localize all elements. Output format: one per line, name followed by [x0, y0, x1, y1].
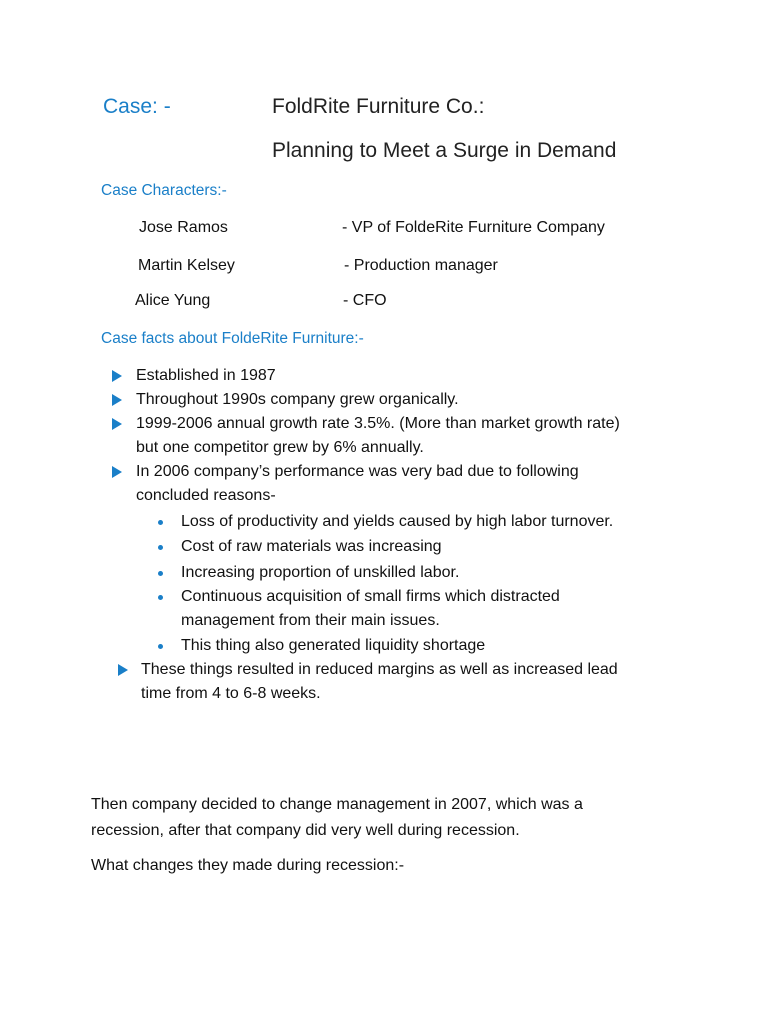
- character-name: Martin Kelsey: [138, 257, 235, 274]
- body-paragraph-line: Then company decided to change management in 2007, which was a: [91, 796, 583, 813]
- character-role: - VP of FoldeRite Furniture Company: [342, 219, 605, 236]
- arrow-bullet-icon: [112, 394, 122, 406]
- reason-text: Cost of raw materials was increasing: [181, 538, 442, 555]
- case-label: Case: -: [103, 95, 171, 118]
- fact-text: 1999-2006 annual growth rate 3.5%. (More than market growth rate): [136, 415, 620, 432]
- body-paragraph-line: recession, after that company did very well during recession.: [91, 822, 520, 839]
- reason-text: Increasing proportion of unskilled labor.: [181, 564, 460, 581]
- recession-question: What changes they made during recession:-: [91, 857, 405, 874]
- arrow-bullet-icon: [112, 418, 122, 430]
- arrow-bullet-icon: [112, 370, 122, 382]
- reason-text: Continuous acquisition of small firms which distracted: [181, 588, 560, 605]
- dot-bullet-icon: [158, 545, 163, 550]
- reason-text: Loss of productivity and yields caused by high labor turnover.: [181, 513, 614, 530]
- fact-text: concluded reasons-: [136, 487, 276, 504]
- character-name: Jose Ramos: [139, 219, 228, 236]
- arrow-bullet-icon: [112, 466, 122, 478]
- dot-bullet-icon: [158, 571, 163, 576]
- fact-text: time from 4 to 6-8 weeks.: [141, 685, 321, 702]
- character-role: - Production manager: [344, 257, 498, 274]
- dot-bullet-icon: [158, 595, 163, 600]
- character-name: Alice Yung: [135, 292, 211, 309]
- case-title: FoldRite Furniture Co.:: [272, 95, 485, 118]
- fact-text: In 2006 company’s performance was very bad due to following: [136, 463, 579, 480]
- dot-bullet-icon: [158, 520, 163, 525]
- case-subtitle: Planning to Meet a Surge in Demand: [272, 139, 617, 162]
- character-role: - CFO: [343, 292, 387, 309]
- facts-heading: Case facts about FoldeRite Furniture:-: [101, 330, 364, 347]
- fact-text: Throughout 1990s company grew organically.: [136, 391, 459, 408]
- characters-heading: Case Characters:-: [101, 182, 227, 199]
- reason-text: management from their main issues.: [181, 612, 440, 629]
- fact-text: but one competitor grew by 6% annually.: [136, 439, 424, 456]
- fact-text: Established in 1987: [136, 367, 276, 384]
- arrow-bullet-icon: [118, 664, 128, 676]
- reason-text: This thing also generated liquidity shortage: [181, 637, 486, 654]
- dot-bullet-icon: [158, 644, 163, 649]
- fact-text: These things resulted in reduced margins as well as increased lead: [141, 661, 618, 678]
